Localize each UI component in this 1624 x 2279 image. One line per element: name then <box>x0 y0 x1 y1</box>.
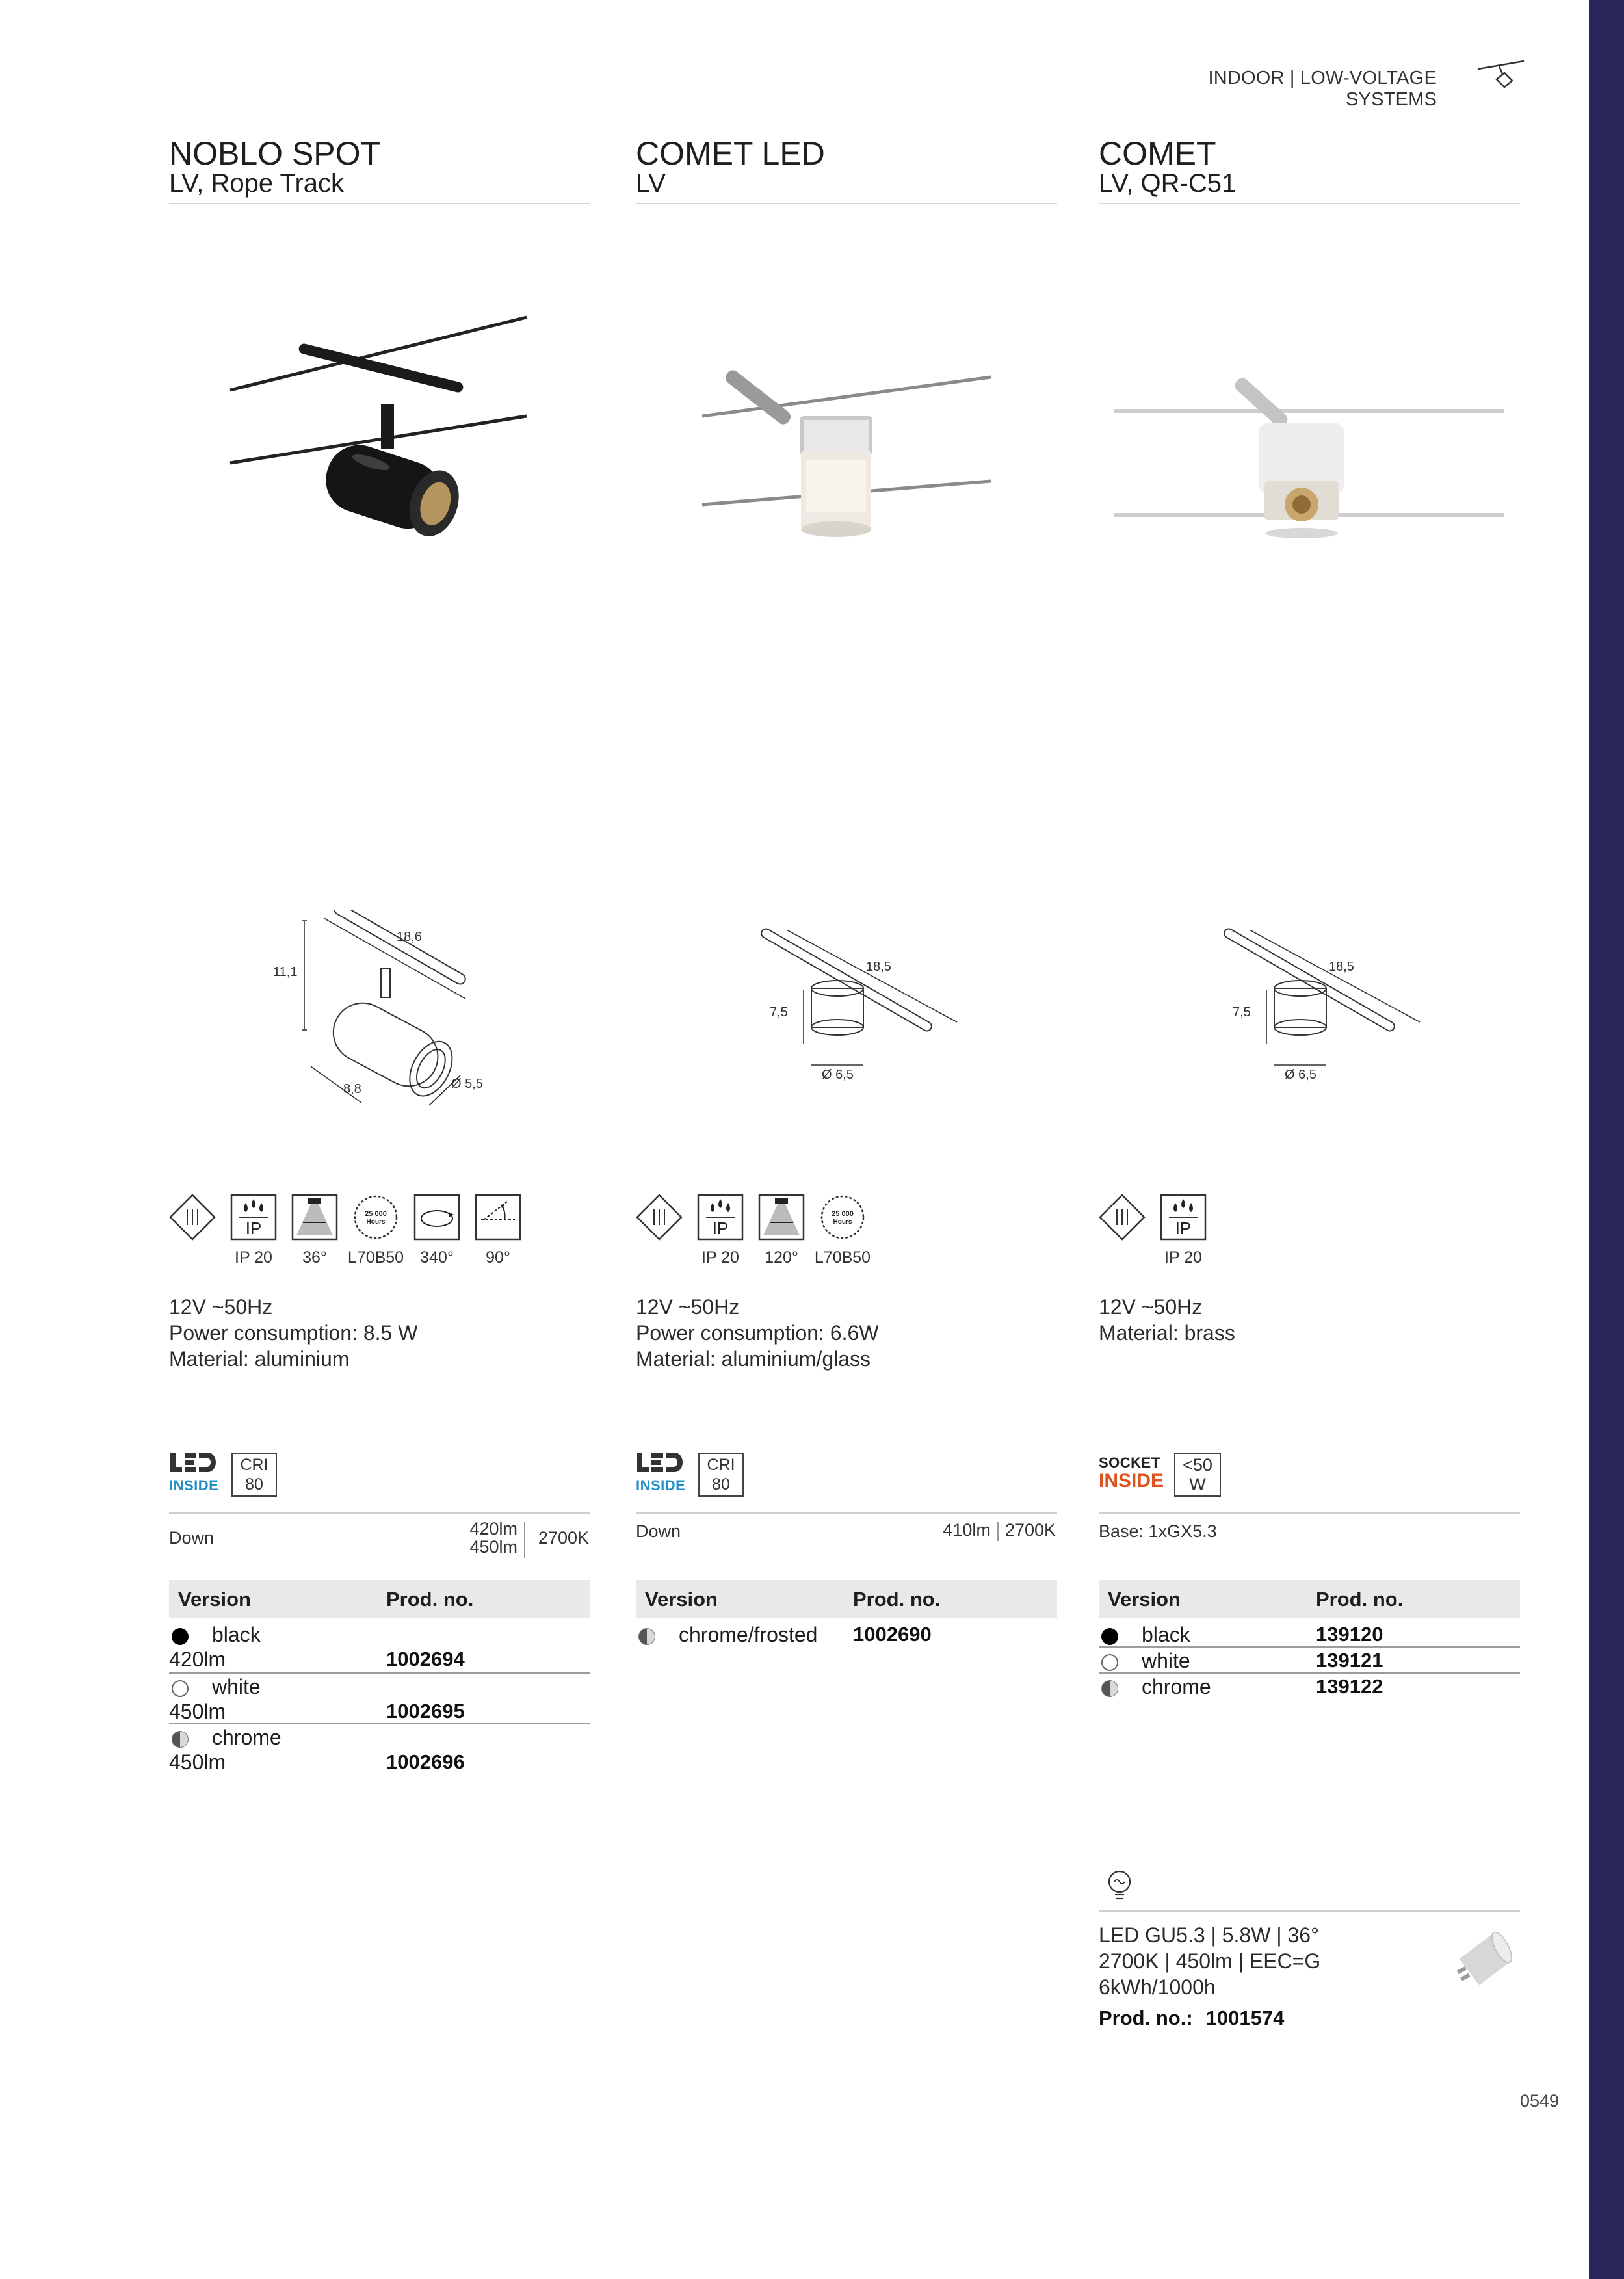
dimension-height: 7,5 <box>770 1005 788 1020</box>
version-lumen: 450lm <box>169 1750 226 1774</box>
lamp-bulb-icon <box>1105 1869 1134 1903</box>
cri-box <box>698 1453 744 1497</box>
version-lumen: 420lm <box>169 1648 226 1671</box>
led-logo-icon <box>169 1451 216 1475</box>
cri-value: 80 <box>712 1475 730 1494</box>
specifications <box>1099 1294 1235 1346</box>
version-color: chrome <box>1142 1675 1211 1698</box>
spec-voltage: 12V ~50Hz <box>169 1295 273 1319</box>
product-column-comet-led <box>636 0 1057 2279</box>
version-color: chrome <box>212 1726 282 1749</box>
tilt-icon <box>475 1194 521 1241</box>
svg-text:25 000: 25 000 <box>832 1210 854 1218</box>
header-prod-no: Prod. no. <box>1316 1588 1404 1611</box>
svg-text:Hours: Hours <box>366 1219 386 1226</box>
table-row <box>169 1674 590 1724</box>
product-photo <box>1099 286 1520 585</box>
table-row <box>169 1622 590 1672</box>
page-number: 0549 <box>1520 2091 1560 2111</box>
product-title: NOBLO SPOT <box>169 135 381 172</box>
dimension-drawing <box>720 910 993 1118</box>
dimension-drawing <box>254 910 527 1118</box>
ip20-label: IP 20 <box>235 1248 272 1267</box>
watt-value: <50 <box>1183 1455 1212 1475</box>
lamp-prod-label: Prod. no.: <box>1099 2007 1193 2029</box>
led-logo-icon <box>636 1451 683 1475</box>
product-column-comet <box>1099 0 1520 2279</box>
swatch-white-icon <box>1101 1654 1118 1671</box>
spec-power: Power consumption: 8.5 W <box>169 1321 418 1345</box>
gu53-lamp-image <box>1450 1927 1521 1992</box>
table-row <box>1099 1674 1520 1700</box>
dimension-diameter: Ø 5,5 <box>451 1077 483 1091</box>
version-color: chrome/frosted <box>679 1623 818 1646</box>
section-divider <box>636 1512 1057 1514</box>
led-inside-text: INSIDE <box>169 1477 219 1494</box>
cri-label: CRI <box>707 1456 735 1474</box>
rotation-icon <box>413 1194 460 1241</box>
product-subtitle: LV, Rope Track <box>169 169 345 198</box>
product-photo <box>636 286 1057 585</box>
header-prod-no: Prod. no. <box>386 1588 474 1611</box>
lumen-value: 420lm <box>469 1519 517 1538</box>
prod-no: 1002695 <box>386 1700 465 1722</box>
swatch-chrome-icon <box>1101 1680 1118 1697</box>
svg-text:IP: IP <box>1175 1219 1192 1238</box>
tilt-label: 90° <box>486 1248 510 1267</box>
protection-class-iii-icon <box>169 1194 216 1241</box>
lifetime-25000-hours-icon <box>819 1194 866 1241</box>
dimension-depth: 8,8 <box>343 1082 361 1096</box>
protection-class-iii-icon <box>1099 1194 1146 1241</box>
product-subtitle: LV <box>636 169 666 198</box>
direction-label: Down <box>636 1522 681 1541</box>
product-title: COMET <box>1099 135 1216 172</box>
svg-text:Hours: Hours <box>833 1219 852 1226</box>
cri-label: CRI <box>240 1456 268 1474</box>
svg-text:25 000: 25 000 <box>365 1210 387 1218</box>
spec-material: Material: brass <box>1099 1321 1235 1345</box>
product-subtitle: LV, QR-C51 <box>1099 169 1237 198</box>
specifications <box>169 1294 417 1372</box>
version-color: white <box>212 1675 261 1698</box>
rotation-label: 340° <box>420 1248 454 1267</box>
beam-angle-icon <box>758 1194 805 1241</box>
lamp-specs <box>1099 1922 1320 2000</box>
table-row <box>1099 1648 1520 1674</box>
protection-class-iii-icon <box>636 1194 683 1241</box>
prod-no: 1002694 <box>386 1648 465 1670</box>
version-color: black <box>1142 1623 1190 1646</box>
table-row <box>1099 1622 1520 1648</box>
spec-power: Power consumption: 6.6W <box>636 1321 879 1345</box>
title-divider <box>1099 203 1520 204</box>
ip20-label: IP 20 <box>1164 1248 1202 1267</box>
ip20-icon <box>697 1194 744 1241</box>
section-divider <box>1099 1512 1520 1514</box>
socket-text: SOCKET <box>1099 1455 1160 1471</box>
ip20-icon <box>230 1194 277 1241</box>
table-row <box>169 1724 590 1775</box>
version-color: black <box>212 1623 261 1646</box>
dimension-diameter: Ø 6,5 <box>1285 1068 1316 1082</box>
swatch-chrome-icon <box>638 1628 655 1645</box>
base-type: Base: 1xGX5.3 <box>1099 1522 1217 1541</box>
table-row <box>636 1622 1057 1650</box>
ip20-label: IP 20 <box>701 1248 739 1267</box>
dimension-drawing <box>1183 910 1456 1118</box>
lifetime-label: L70B50 <box>814 1248 871 1267</box>
product-photo <box>169 286 590 585</box>
title-divider <box>169 203 590 204</box>
spec-voltage: 12V ~50Hz <box>636 1295 740 1319</box>
watt-unit: W <box>1189 1475 1206 1494</box>
beam-angle-label: 120° <box>765 1248 798 1267</box>
title-divider <box>636 203 1057 204</box>
swatch-chrome-icon <box>172 1731 189 1748</box>
dimension-diameter: Ø 6,5 <box>822 1068 854 1082</box>
beam-angle-label: 36° <box>302 1248 327 1267</box>
swatch-white-icon <box>172 1680 189 1697</box>
lamp-prod-value: 1001574 <box>1205 2007 1285 2029</box>
prod-no: 139120 <box>1316 1623 1383 1646</box>
prod-no: 139122 <box>1316 1675 1383 1698</box>
lumen-cct <box>943 1520 1056 1541</box>
prod-no: 1002696 <box>386 1750 465 1773</box>
header-version: Version <box>1108 1588 1181 1611</box>
version-lumen: 450lm <box>169 1700 226 1723</box>
product-title: COMET LED <box>636 135 825 172</box>
svg-text:IP: IP <box>712 1219 729 1238</box>
lumen-value: 410lm <box>943 1520 991 1540</box>
spec-material: Material: aluminium/glass <box>636 1347 871 1371</box>
version-table-header <box>1099 1580 1520 1618</box>
lamp-spec-line: 2700K | 450lm | EEC=G <box>1099 1949 1321 1973</box>
spec-material: Material: aluminium <box>169 1347 350 1371</box>
dimension-length: 18,6 <box>397 930 422 944</box>
prod-no: 139121 <box>1316 1649 1383 1672</box>
lumen-separator <box>997 1522 999 1541</box>
swatch-black-icon <box>172 1628 189 1645</box>
socket-inside-badge <box>1099 1455 1164 1492</box>
lifetime-25000-hours-icon <box>352 1194 399 1241</box>
dimension-height: 11,1 <box>273 965 298 979</box>
header-prod-no: Prod. no. <box>853 1588 941 1611</box>
section-divider <box>169 1512 590 1514</box>
lamp-divider <box>1099 1910 1520 1912</box>
lumen-value: 450lm <box>469 1537 517 1557</box>
socket-inside-text: INSIDE <box>1099 1470 1164 1492</box>
dimension-height: 7,5 <box>1233 1005 1251 1020</box>
header-version: Version <box>645 1588 718 1611</box>
color-temperature: 2700K <box>538 1528 589 1548</box>
beam-angle-icon <box>291 1194 338 1241</box>
lumen-separator <box>524 1522 525 1558</box>
version-color: white <box>1142 1649 1190 1672</box>
lifetime-label: L70B50 <box>347 1248 404 1267</box>
specifications <box>636 1294 879 1372</box>
lumen-values <box>469 1520 517 1556</box>
led-inside-badge <box>169 1451 221 1497</box>
svg-text:IP: IP <box>245 1219 262 1238</box>
direction-label: Down <box>169 1528 215 1548</box>
max-watt-box <box>1174 1453 1221 1497</box>
product-column-noblo-spot <box>169 0 590 2279</box>
swatch-black-icon <box>1101 1628 1118 1645</box>
version-table-header <box>636 1580 1057 1618</box>
ip20-icon <box>1160 1194 1207 1241</box>
spec-voltage: 12V ~50Hz <box>1099 1295 1203 1319</box>
lamp-spec-line: 6kWh/1000h <box>1099 1975 1216 1999</box>
section-label: INDOOR | LOW-VOLTAGE SYSTEMS <box>1208 68 1437 110</box>
lamp-spec-line: LED GU5.3 | 5.8W | 36° <box>1099 1923 1319 1947</box>
lamp-prod-no <box>1099 2007 1284 2030</box>
led-inside-text: INSIDE <box>636 1477 686 1494</box>
dimension-length: 18,5 <box>1329 960 1354 974</box>
version-table-header <box>169 1580 590 1618</box>
prod-no: 1002690 <box>853 1623 932 1646</box>
led-inside-badge <box>636 1451 688 1497</box>
cri-box <box>231 1453 277 1497</box>
header-version: Version <box>178 1588 251 1611</box>
dimension-length: 18,5 <box>866 960 891 974</box>
color-temperature: 2700K <box>1004 1520 1056 1540</box>
cri-value: 80 <box>245 1475 263 1494</box>
side-accent-bar <box>1589 0 1624 2279</box>
